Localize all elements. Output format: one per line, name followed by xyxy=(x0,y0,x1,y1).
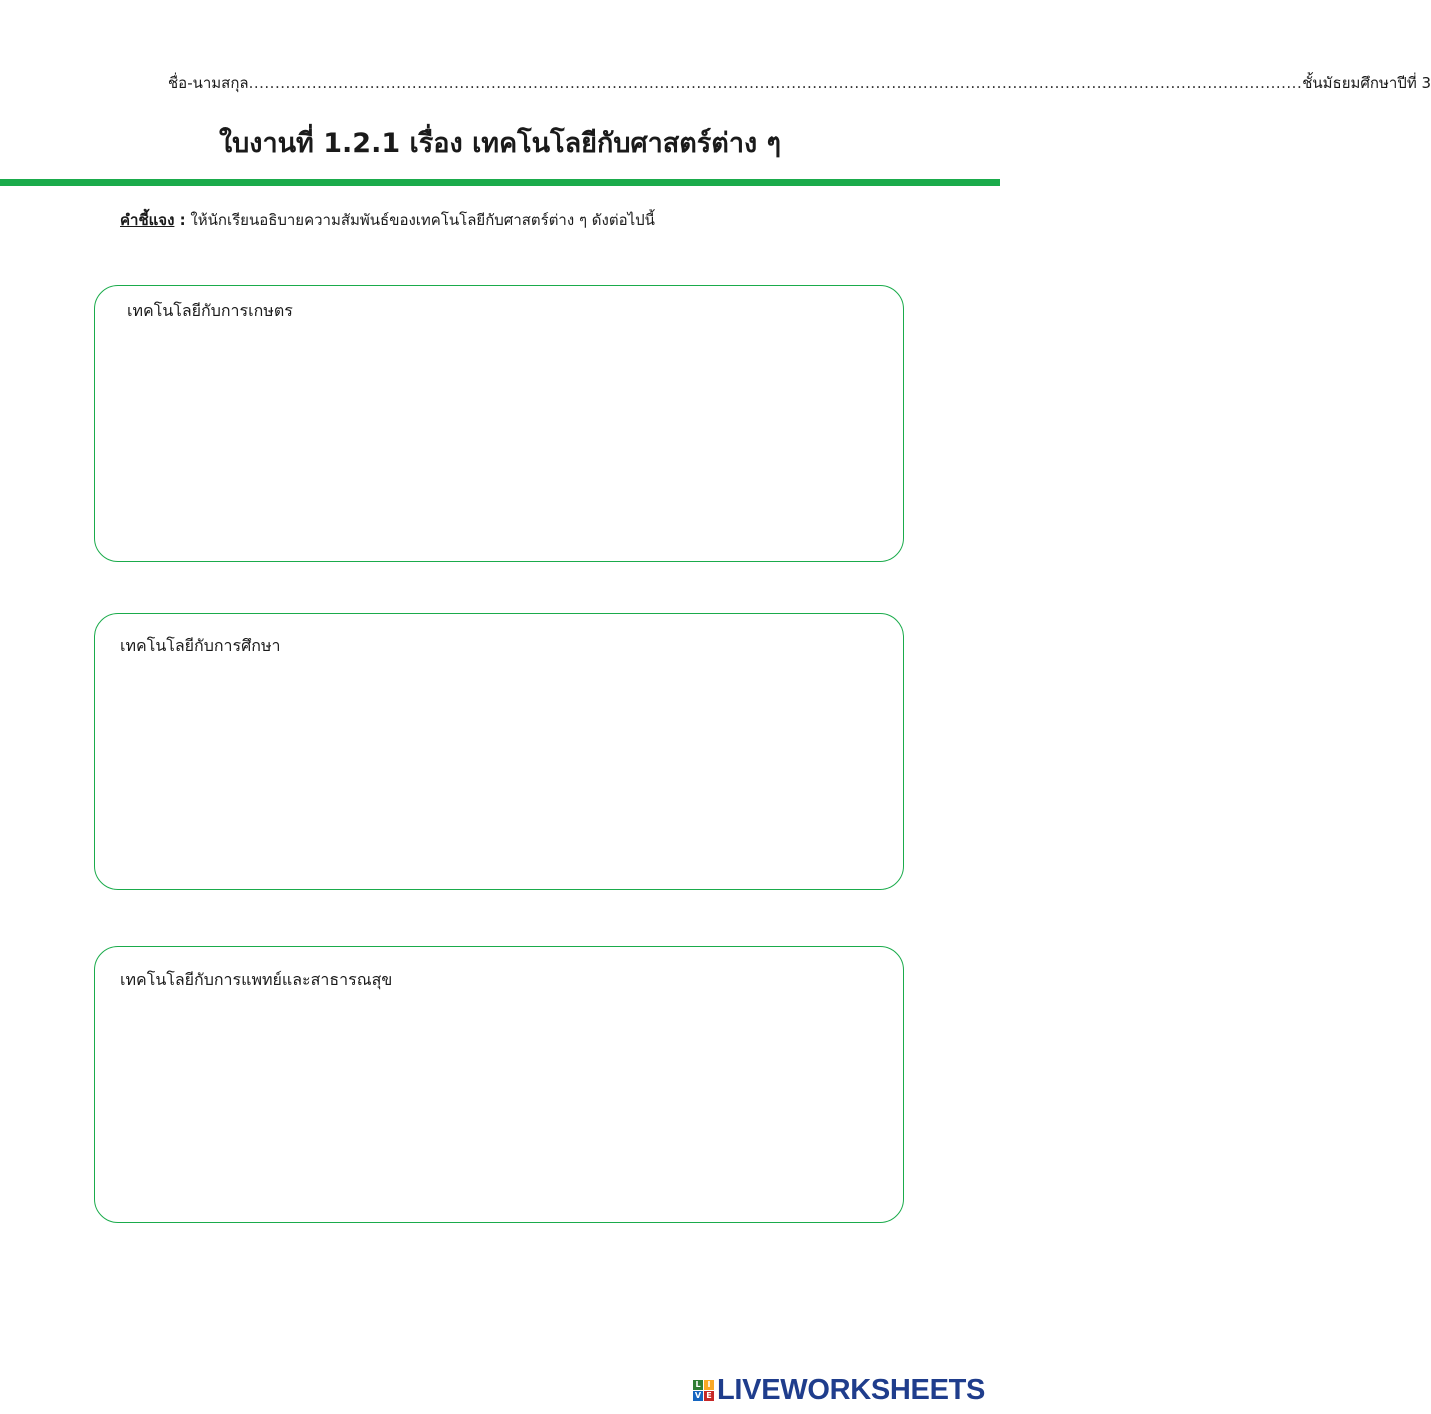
liveworksheets-brand xyxy=(693,1374,985,1406)
title-divider xyxy=(0,179,1000,186)
answer-box-label: เทคโนโลยีกับการแพทย์และสาธารณสุข xyxy=(120,970,393,989)
brand-text: LIVEWORKSHEETS xyxy=(717,1373,986,1406)
instruction-lead: คำชี้แจง xyxy=(120,211,175,229)
answer-box-label: เทคโนโลยีกับการเกษตร xyxy=(127,301,293,320)
answer-box-medicine[interactable] xyxy=(94,946,904,1223)
answer-box-label: เทคโนโลยีกับการศึกษา xyxy=(120,636,281,655)
logo-tile: E xyxy=(704,1391,714,1401)
answer-box-education[interactable] xyxy=(94,613,904,890)
grade-label: ชั้นมัธยมศึกษาปีที่ 3 xyxy=(1302,74,1431,92)
instruction-colon: : xyxy=(174,211,186,229)
worksheet-title: ใบงานที่ 1.2.1 เรื่อง เทคโนโลยีกับศาสตร์ต่าง ๆ xyxy=(218,128,782,159)
student-info-line xyxy=(168,70,1431,96)
name-fill-line[interactable]: ........................................................................................................................................................................................................ xyxy=(248,74,1303,92)
instruction xyxy=(120,206,655,234)
logo-tile: I xyxy=(704,1380,714,1390)
name-label: ชื่อ-นามสกุล xyxy=(168,74,249,92)
liveworksheets-logo-icon xyxy=(693,1380,714,1401)
logo-tile: L xyxy=(693,1380,703,1390)
answer-box-agriculture[interactable] xyxy=(94,285,904,562)
instruction-text: ให้นักเรียนอธิบายความสัมพันธ์ของเทคโนโลยีกับศาสตร์ต่าง ๆ ดังต่อไปนี้ xyxy=(185,211,655,229)
logo-tile: V xyxy=(694,1390,702,1400)
